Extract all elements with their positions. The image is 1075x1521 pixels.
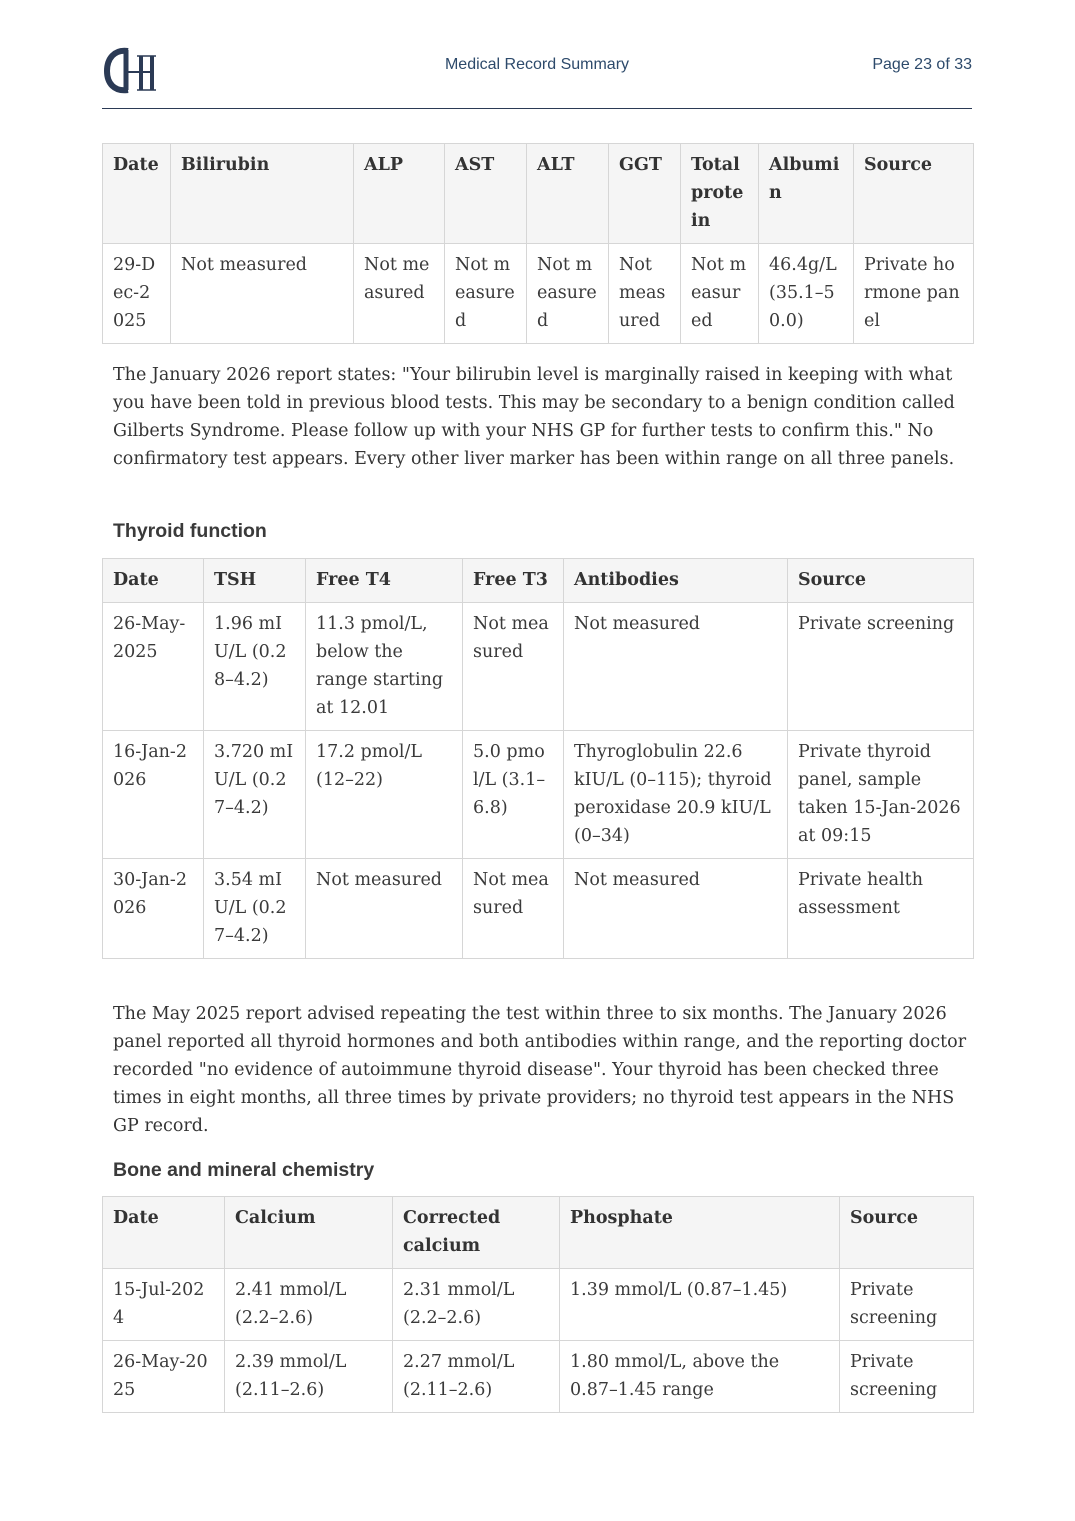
- column-header: Source: [840, 1197, 974, 1269]
- table-cell: Private screening: [788, 603, 974, 731]
- table-cell: Thyroglobulin 22.6 kIU/L (0–115); thyroid peroxidase 20.9 kIU/L (0–34): [564, 731, 788, 859]
- table-cell: Not measured: [527, 244, 609, 344]
- table-cell: 26-May-2025: [103, 1341, 225, 1413]
- table-cell: 2.27 mmol/L (2.11–2.6): [393, 1341, 560, 1413]
- thyroid-paragraph: The May 2025 report advised repeating the test within three to six months. The January 2026 panel reported all thyroid hormones and both antibodies within range, and the reporting doctor recorded "no evidence of autoimmune thyroid disease". Your thyroid has been checked three times in eight months, all three times by private providers; no thyroid test appears in the NHS GP record.: [113, 1004, 967, 1136]
- table-row: [103, 731, 974, 859]
- column-header: Free T3: [463, 559, 564, 603]
- table-cell: 15-Jul-2024: [103, 1269, 225, 1341]
- document-title: Medical Record Summary: [444, 56, 630, 73]
- table-cell: Private thyroid panel, sample taken 15-Jan-2026 at 09:15: [788, 731, 974, 859]
- thyroid-heading: Thyroid function: [113, 520, 267, 542]
- column-header: ALP: [354, 144, 445, 244]
- column-header: GGT: [609, 144, 681, 244]
- table-cell: 3.54 mIU/L (0.27–4.2): [204, 859, 306, 959]
- column-header: Albumin: [759, 144, 854, 244]
- table-cell: 30-Jan-2026: [103, 859, 204, 959]
- table-header-row: [103, 559, 974, 603]
- column-header: Phosphate: [560, 1197, 840, 1269]
- table-cell: Not measured: [564, 603, 788, 731]
- table-cell: 1.80 mmol/L, above the 0.87–1.45 range: [560, 1341, 840, 1413]
- liver-paragraph: The January 2026 report states: "Your bilirubin level is marginally raised in keeping with what you have been told in previous blood tests. This may be secondary to a benign condition called Gilberts Syndrome. Please follow up with your NHS GP for further tests to confirm this." No confirmatory test appears. Every other liver marker has been within range on all three panels.: [113, 365, 955, 469]
- table-cell: Not measured: [564, 859, 788, 959]
- table-cell: 1.96 mIU/L (0.28–4.2): [204, 603, 306, 731]
- table-cell: Not measured: [171, 244, 354, 344]
- table-cell: 16-Jan-2026: [103, 731, 204, 859]
- table-cell: Not measured: [463, 859, 564, 959]
- table-cell: Private hormone panel: [854, 244, 974, 344]
- column-header: Antibodies: [564, 559, 788, 603]
- page-header: [102, 44, 972, 109]
- column-header: Source: [854, 144, 974, 244]
- table-cell: Private health assessment: [788, 859, 974, 959]
- table-cell: 1.39 mmol/L (0.87–1.45): [560, 1269, 840, 1341]
- table-cell: Private screening: [840, 1269, 974, 1341]
- table-cell: 2.31 mmol/L (2.2–2.6): [393, 1269, 560, 1341]
- column-header: ALT: [527, 144, 609, 244]
- table-cell: 46.4g/L (35.1–50.0): [759, 244, 854, 344]
- table-row: [103, 1269, 974, 1341]
- liver-function-table: [102, 143, 974, 344]
- table-row: [103, 244, 974, 344]
- column-header: Source: [788, 559, 974, 603]
- column-header: Date: [103, 1197, 225, 1269]
- table-cell: 17.2 pmol/L (12–22): [306, 731, 463, 859]
- table-row: [103, 859, 974, 959]
- table-cell: Not measured: [463, 603, 564, 731]
- table-cell: Not measured: [354, 244, 445, 344]
- table-row: [103, 1341, 974, 1413]
- table-cell: 2.41 mmol/L (2.2–2.6): [225, 1269, 393, 1341]
- table-cell: 11.3 pmol/L, below the range starting at 12.01: [306, 603, 463, 731]
- page-number: Page 23 of 33: [872, 56, 972, 73]
- column-header: Corrected calcium: [393, 1197, 560, 1269]
- table-row: [103, 603, 974, 731]
- bone-mineral-table: [102, 1196, 974, 1413]
- table-cell: 3.720 mIU/L (0.27–4.2): [204, 731, 306, 859]
- column-header: Date: [103, 559, 204, 603]
- column-header: Date: [103, 144, 171, 244]
- table-header-row: [103, 1197, 974, 1269]
- table-cell: Not measured: [681, 244, 759, 344]
- column-header: Bilirubin: [171, 144, 354, 244]
- table-cell: Not measured: [306, 859, 463, 959]
- table-cell: Not measured: [445, 244, 527, 344]
- column-header: TSH: [204, 559, 306, 603]
- column-header: Calcium: [225, 1197, 393, 1269]
- table-cell: 2.39 mmol/L (2.11–2.6): [225, 1341, 393, 1413]
- table-cell: 5.0 pmol/L (3.1–6.8): [463, 731, 564, 859]
- table-cell: 26-May-2025: [103, 603, 204, 731]
- column-header: AST: [445, 144, 527, 244]
- table-cell: Private screening: [840, 1341, 974, 1413]
- thyroid-table: [102, 558, 974, 959]
- table-header-row: [103, 144, 974, 244]
- column-header: Free T4: [306, 559, 463, 603]
- bone-heading: Bone and mineral chemistry: [113, 1159, 375, 1181]
- table-cell: Not measured: [609, 244, 681, 344]
- column-header: Total protein: [681, 144, 759, 244]
- table-cell: 29-Dec-2025: [103, 244, 171, 344]
